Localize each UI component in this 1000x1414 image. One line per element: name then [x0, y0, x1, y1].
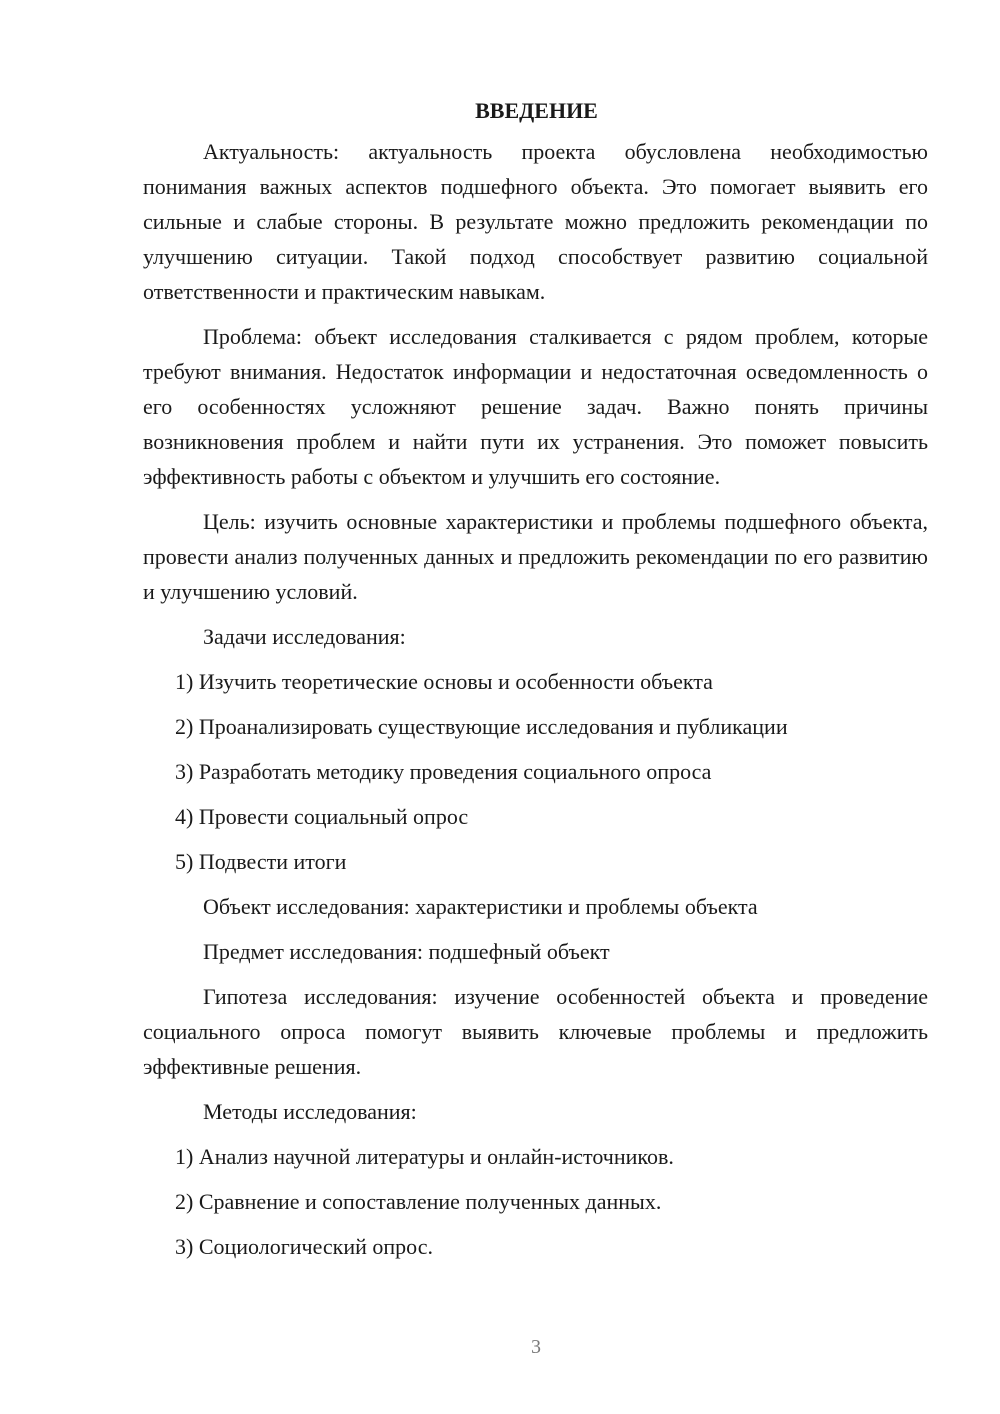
object-line: Объект исследования: характеристики и проблемы объекта	[203, 894, 758, 919]
method-item: 2) Сравнение и сопоставление полученных данных.	[175, 1189, 662, 1214]
hypothesis-paragraph: Гипотеза исследования: изучение особенностей объекта и проведение социального опроса помогут выявить ключевые проблемы и предложить эффективные решения.	[143, 984, 928, 1079]
goal-paragraph: Цель: изучить основные характеристики и проблемы подшефного объекта, провести анализ полученных данных и предложить рекомендации по его развитию и улучшению условий.	[143, 509, 928, 604]
task-item: 4) Провести социальный опрос	[175, 804, 469, 829]
problem-paragraph: Проблема: объект исследования сталкивается с рядом проблем, которые требуют внимания. Недостаток информации и недостаточная осведомленность о его особенностях усложняют решение задач. Важно понять причины возникновения проблем и найти пути их устранения. Это поможет повысить эффективность работы с объектом и улучшить его состояние.	[143, 324, 928, 489]
task-item: 1) Изучить теоретические основы и особенности объекта	[175, 669, 713, 694]
methods-label: Методы исследования:	[203, 1099, 417, 1124]
method-item: 1) Анализ научной литературы и онлайн-источников.	[175, 1144, 674, 1169]
subject-line: Предмет исследования: подшефный объект	[203, 939, 610, 964]
task-item: 3) Разработать методику проведения социального опроса	[175, 759, 712, 784]
page-number: 3	[531, 1336, 541, 1358]
task-item: 2) Проанализировать существующие исследования и публикации	[175, 714, 788, 739]
task-item: 5) Подвести итоги	[175, 849, 347, 874]
tasks-label: Задачи исследования:	[203, 624, 406, 649]
method-item: 3) Социологический опрос.	[175, 1234, 433, 1259]
section-heading: ВВЕДЕНИЕ	[475, 98, 598, 123]
page-content	[143, 96, 928, 1274]
relevance-paragraph: Актуальность: актуальность проекта обусловлена необходимостью понимания важных аспектов подшефного объекта. Это помогает выявить его сильные и слабые стороны. В результате можно предложить рекомендации по улучшению ситуации. Такой подход способствует развитию социальной ответственности и практическим навыкам.	[143, 139, 928, 304]
